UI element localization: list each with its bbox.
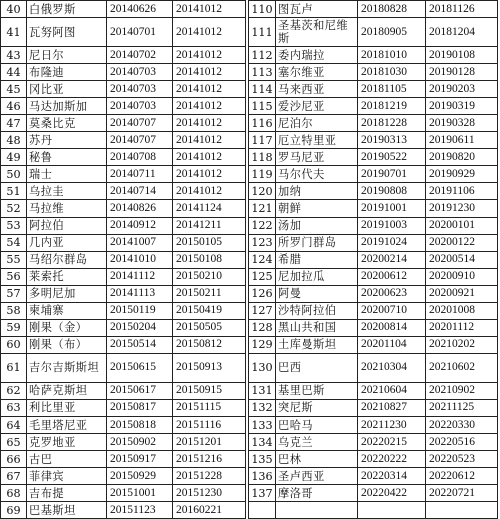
end-date-cell: 20211125: [426, 399, 498, 416]
end-date-cell: 20190611: [426, 132, 498, 149]
row-number-cell: 56: [1, 268, 27, 285]
end-date-cell: 20151115: [173, 399, 246, 416]
end-date-cell: 20141012: [173, 81, 246, 98]
table-row: [1, 234, 498, 251]
end-date-cell: 20190929: [426, 166, 498, 183]
end-date-cell: 20141124: [173, 200, 246, 217]
table-row: [1, 166, 498, 183]
start-date-cell: 20150929: [107, 468, 173, 485]
end-date-cell: 20150913: [173, 353, 246, 382]
end-date-cell: 20181204: [426, 18, 498, 47]
country-name-cell: 马绍尔群岛: [27, 251, 107, 268]
row-number-cell: 129: [249, 336, 276, 353]
row-number-cell: 54: [1, 234, 27, 251]
end-date-cell: 20141012: [173, 149, 246, 166]
row-number-cell: 47: [1, 115, 27, 132]
start-date-cell: 20210604: [358, 382, 426, 399]
end-date-cell: 20191230: [426, 200, 498, 217]
end-date-cell: 20150915: [173, 382, 246, 399]
start-date-cell: 20150204: [107, 319, 173, 336]
row-number-cell: 65: [1, 434, 27, 451]
table-row: [1, 1, 498, 18]
start-date-cell: 20141010: [107, 251, 173, 268]
country-name-cell: 几内亚: [27, 234, 107, 251]
country-name-cell: 哈萨克斯坦: [27, 382, 107, 399]
row-number-cell: 122: [249, 217, 276, 234]
country-name-cell: 布隆迪: [27, 64, 107, 81]
country-name-cell: 瓦努阿图: [27, 18, 107, 47]
country-name-cell: 莫桑比克: [27, 115, 107, 132]
end-date-cell: 20220516: [426, 434, 498, 451]
table-row: [1, 382, 498, 399]
country-name-cell: 罗马尼亚: [276, 149, 358, 166]
end-date-cell: 20141012: [173, 1, 246, 18]
country-name-cell: 吉尔吉斯斯坦: [27, 353, 107, 382]
row-number-cell: 52: [1, 200, 27, 217]
row-number-cell: 118: [249, 149, 276, 166]
country-name-cell: 马尔代夫: [276, 166, 358, 183]
start-date-cell: 20140912: [107, 217, 173, 234]
country-name-cell: 菲律宾: [27, 468, 107, 485]
start-date-cell: 20190522: [358, 149, 426, 166]
start-date-cell: 20220314: [358, 468, 426, 485]
start-date-cell: 20141113: [107, 285, 173, 302]
table-row: [1, 302, 498, 319]
end-date-cell: 20210902: [426, 382, 498, 399]
table-row: [1, 268, 498, 285]
country-name-cell: 基里巴斯: [276, 382, 358, 399]
start-date-cell: 20191001: [358, 200, 426, 217]
start-date-cell: 20140703: [107, 64, 173, 81]
start-date-cell: 20190808: [358, 183, 426, 200]
end-date-cell: 20150505: [173, 319, 246, 336]
start-date-cell: 20180828: [358, 1, 426, 18]
table-row: [1, 115, 498, 132]
country-name-cell: 多明尼加: [27, 285, 107, 302]
table-row: [1, 468, 498, 485]
row-number-cell: 40: [1, 1, 27, 18]
end-date-cell: 20190203: [426, 81, 498, 98]
end-date-cell: [426, 502, 498, 519]
country-name-cell: 马来西亚: [276, 81, 358, 98]
table-row: [1, 132, 498, 149]
start-date-cell: 20151001: [107, 485, 173, 502]
table-row: [1, 336, 498, 353]
row-number-cell: 127: [249, 302, 276, 319]
row-number-cell: 41: [1, 18, 27, 47]
country-name-cell: 柬埔寨: [27, 302, 107, 319]
end-date-cell: 20151228: [173, 468, 246, 485]
end-date-cell: 20220330: [426, 416, 498, 433]
end-date-cell: 20150108: [173, 251, 246, 268]
country-name-cell: 苏丹: [27, 132, 107, 149]
table-row: [1, 399, 498, 416]
end-date-cell: 20160221: [173, 502, 246, 519]
start-date-cell: 20191024: [358, 234, 426, 251]
start-date-cell: 20140714: [107, 183, 173, 200]
country-name-cell: 古巴: [27, 451, 107, 468]
country-name-cell: 突尼斯: [276, 399, 358, 416]
start-date-cell: 20141007: [107, 234, 173, 251]
table-row: [1, 149, 498, 166]
table-row: [1, 200, 498, 217]
row-number-cell: [249, 502, 276, 519]
table-row: [1, 81, 498, 98]
country-name-cell: 朝鲜: [276, 200, 358, 217]
country-name-cell: 厄立特里亚: [276, 132, 358, 149]
end-date-cell: 20200101: [426, 217, 498, 234]
end-date-cell: 20210202: [426, 336, 498, 353]
table-row: [1, 451, 498, 468]
start-date-cell: 20211230: [358, 416, 426, 433]
start-date-cell: 20201104: [358, 336, 426, 353]
row-number-cell: 49: [1, 149, 27, 166]
start-date-cell: 20220222: [358, 451, 426, 468]
start-date-cell: 20150615: [107, 353, 173, 382]
start-date-cell: 20140703: [107, 98, 173, 115]
row-number-cell: 62: [1, 382, 27, 399]
row-number-cell: 111: [249, 18, 276, 47]
row-number-cell: 123: [249, 234, 276, 251]
row-number-cell: 133: [249, 416, 276, 433]
table-body: [1, 1, 498, 519]
start-date-cell: 20140702: [107, 47, 173, 64]
country-name-cell: 阿曼: [276, 285, 358, 302]
start-date-cell: 20150818: [107, 416, 173, 433]
start-date-cell: 20181010: [358, 47, 426, 64]
country-name-cell: 摩洛哥: [276, 485, 358, 502]
row-number-cell: 51: [1, 183, 27, 200]
end-date-cell: 20200514: [426, 251, 498, 268]
start-date-cell: 20150514: [107, 336, 173, 353]
start-date-cell: 20140826: [107, 200, 173, 217]
row-number-cell: 68: [1, 485, 27, 502]
row-number-cell: 137: [249, 485, 276, 502]
row-number-cell: 64: [1, 416, 27, 433]
end-date-cell: 20151230: [173, 485, 246, 502]
table-row: [1, 251, 498, 268]
start-date-cell: 20200710: [358, 302, 426, 319]
country-name-cell: 吉布提: [27, 485, 107, 502]
table-row: [1, 485, 498, 502]
country-name-cell: 莱索托: [27, 268, 107, 285]
country-name-cell: 沙特阿拉伯: [276, 302, 358, 319]
country-name-cell: 马达加斯加: [27, 98, 107, 115]
country-name-cell: 冈比亚: [27, 81, 107, 98]
table-row: [1, 217, 498, 234]
row-number-cell: 131: [249, 382, 276, 399]
row-number-cell: 135: [249, 451, 276, 468]
start-date-cell: 20180905: [358, 18, 426, 47]
row-number-cell: 67: [1, 468, 27, 485]
country-name-cell: 尼泊尔: [276, 115, 358, 132]
country-name-cell: 汤加: [276, 217, 358, 234]
table-row: [1, 434, 498, 451]
row-number-cell: 114: [249, 81, 276, 98]
row-number-cell: 130: [249, 353, 276, 382]
row-number-cell: 57: [1, 285, 27, 302]
start-date-cell: 20200623: [358, 285, 426, 302]
end-date-cell: 20141012: [173, 115, 246, 132]
country-name-cell: 利比里亚: [27, 399, 107, 416]
start-date-cell: 20140708: [107, 149, 173, 166]
start-date-cell: 20151123: [107, 502, 173, 519]
table-row: [1, 98, 498, 115]
country-name-cell: 圣卢西亚: [276, 468, 358, 485]
end-date-cell: 20141012: [173, 166, 246, 183]
start-date-cell: 20220422: [358, 485, 426, 502]
country-name-cell: 巴西: [276, 353, 358, 382]
country-name-cell: 爱沙尼亚: [276, 98, 358, 115]
table-row: [1, 285, 498, 302]
end-date-cell: 20190319: [426, 98, 498, 115]
end-date-cell: 20150211: [173, 285, 246, 302]
country-name-cell: 刚果（布）: [27, 336, 107, 353]
start-date-cell: 20190701: [358, 166, 426, 183]
row-number-cell: 46: [1, 98, 27, 115]
table-row: [1, 319, 498, 336]
end-date-cell: 20181126: [426, 1, 498, 18]
start-date-cell: 20200612: [358, 268, 426, 285]
row-number-cell: 55: [1, 251, 27, 268]
start-date-cell: 20190313: [358, 132, 426, 149]
row-number-cell: 63: [1, 399, 27, 416]
row-number-cell: 58: [1, 302, 27, 319]
country-name-cell: 尼加拉瓜: [276, 268, 358, 285]
country-name-cell: 尼日尔: [27, 47, 107, 64]
start-date-cell: [358, 502, 426, 519]
country-name-cell: 阿拉伯: [27, 217, 107, 234]
end-date-cell: 20141012: [173, 98, 246, 115]
row-number-cell: 117: [249, 132, 276, 149]
country-name-cell: 所罗门群岛: [276, 234, 358, 251]
country-name-cell: 刚果（金）: [27, 319, 107, 336]
start-date-cell: 20141112: [107, 268, 173, 285]
end-date-cell: 20141211: [173, 217, 246, 234]
country-name-cell: 乌克兰: [276, 434, 358, 451]
row-number-cell: 50: [1, 166, 27, 183]
end-date-cell: 20141012: [173, 183, 246, 200]
row-number-cell: 124: [249, 251, 276, 268]
country-name-cell: 希腊: [276, 251, 358, 268]
table-row: [1, 353, 498, 382]
start-date-cell: 20140701: [107, 18, 173, 47]
end-date-cell: 20151201: [173, 434, 246, 451]
start-date-cell: 20220215: [358, 434, 426, 451]
row-number-cell: 44: [1, 64, 27, 81]
end-date-cell: 20200910: [426, 268, 498, 285]
row-number-cell: 112: [249, 47, 276, 64]
start-date-cell: 20140626: [107, 1, 173, 18]
table-row: [1, 502, 498, 519]
table-row: [1, 183, 498, 200]
country-name-cell: 黑山共和国: [276, 319, 358, 336]
row-number-cell: 66: [1, 451, 27, 468]
start-date-cell: 20140707: [107, 115, 173, 132]
table-row: [1, 18, 498, 47]
start-date-cell: 20181105: [358, 81, 426, 98]
country-name-cell: 加纳: [276, 183, 358, 200]
row-number-cell: 136: [249, 468, 276, 485]
row-number-cell: 134: [249, 434, 276, 451]
row-number-cell: 119: [249, 166, 276, 183]
country-name-cell: 白俄罗斯: [27, 1, 107, 18]
country-name-cell: 委内瑞拉: [276, 47, 358, 64]
end-date-cell: 20141012: [173, 18, 246, 47]
start-date-cell: 20150917: [107, 451, 173, 468]
end-date-cell: 20151116: [173, 416, 246, 433]
row-number-cell: 116: [249, 115, 276, 132]
country-name-cell: 图瓦卢: [276, 1, 358, 18]
row-number-cell: 126: [249, 285, 276, 302]
country-name-cell: 巴基斯坦: [27, 502, 107, 519]
start-date-cell: 20150902: [107, 434, 173, 451]
country-name-cell: 乌拉圭: [27, 183, 107, 200]
end-date-cell: 20141012: [173, 64, 246, 81]
end-date-cell: 20190328: [426, 115, 498, 132]
end-date-cell: 20190108: [426, 47, 498, 64]
country-name-cell: 塞尔维亚: [276, 64, 358, 81]
row-number-cell: 43: [1, 47, 27, 64]
end-date-cell: 20201008: [426, 302, 498, 319]
end-date-cell: 20150210: [173, 268, 246, 285]
end-date-cell: 20141012: [173, 132, 246, 149]
row-number-cell: 59: [1, 319, 27, 336]
row-number-cell: 48: [1, 132, 27, 149]
table-row: [1, 416, 498, 433]
end-date-cell: 20190820: [426, 149, 498, 166]
start-date-cell: 20210827: [358, 399, 426, 416]
end-date-cell: 20220612: [426, 468, 498, 485]
start-date-cell: 20181030: [358, 64, 426, 81]
country-name-cell: 土库曼斯坦: [276, 336, 358, 353]
row-number-cell: 45: [1, 81, 27, 98]
row-number-cell: 69: [1, 502, 27, 519]
start-date-cell: 20150817: [107, 399, 173, 416]
country-name-cell: 马拉维: [27, 200, 107, 217]
row-number-cell: 128: [249, 319, 276, 336]
country-name-cell: 巴哈马: [276, 416, 358, 433]
row-number-cell: 53: [1, 217, 27, 234]
row-number-cell: 120: [249, 183, 276, 200]
row-number-cell: 113: [249, 64, 276, 81]
end-date-cell: 20191106: [426, 183, 498, 200]
country-name-cell: 克罗地亚: [27, 434, 107, 451]
start-date-cell: 20140703: [107, 81, 173, 98]
row-number-cell: 132: [249, 399, 276, 416]
end-date-cell: 20150105: [173, 234, 246, 251]
start-date-cell: 20181219: [358, 98, 426, 115]
start-date-cell: 20200214: [358, 251, 426, 268]
start-date-cell: 20200814: [358, 319, 426, 336]
start-date-cell: 20191003: [358, 217, 426, 234]
end-date-cell: 20190128: [426, 64, 498, 81]
start-date-cell: 20140711: [107, 166, 173, 183]
row-number-cell: 60: [1, 336, 27, 353]
end-date-cell: 20210602: [426, 353, 498, 382]
end-date-cell: 20150812: [173, 336, 246, 353]
row-number-cell: 115: [249, 98, 276, 115]
table-row: [1, 47, 498, 64]
end-date-cell: 20151216: [173, 451, 246, 468]
end-date-cell: 20200122: [426, 234, 498, 251]
country-name-cell: 瑞士: [27, 166, 107, 183]
end-date-cell: 20150419: [173, 302, 246, 319]
start-date-cell: 20150617: [107, 382, 173, 399]
country-name-cell: 圣基茨和尼维斯: [276, 18, 358, 47]
end-date-cell: 20200921: [426, 285, 498, 302]
end-date-cell: 20201112: [426, 319, 498, 336]
row-number-cell: 61: [1, 353, 27, 382]
country-name-cell: 巴林: [276, 451, 358, 468]
country-name-cell: 毛里塔尼亚: [27, 416, 107, 433]
table-row: [1, 64, 498, 81]
start-date-cell: 20181228: [358, 115, 426, 132]
start-date-cell: 20140707: [107, 132, 173, 149]
row-number-cell: 125: [249, 268, 276, 285]
start-date-cell: 20150119: [107, 302, 173, 319]
end-date-cell: 20141012: [173, 47, 246, 64]
row-number-cell: 121: [249, 200, 276, 217]
country-name-cell: [276, 502, 358, 519]
end-date-cell: 20220523: [426, 451, 498, 468]
row-number-cell: 110: [249, 1, 276, 18]
end-date-cell: 20220721: [426, 485, 498, 502]
country-name-cell: 秘鲁: [27, 149, 107, 166]
start-date-cell: 20210304: [358, 353, 426, 382]
